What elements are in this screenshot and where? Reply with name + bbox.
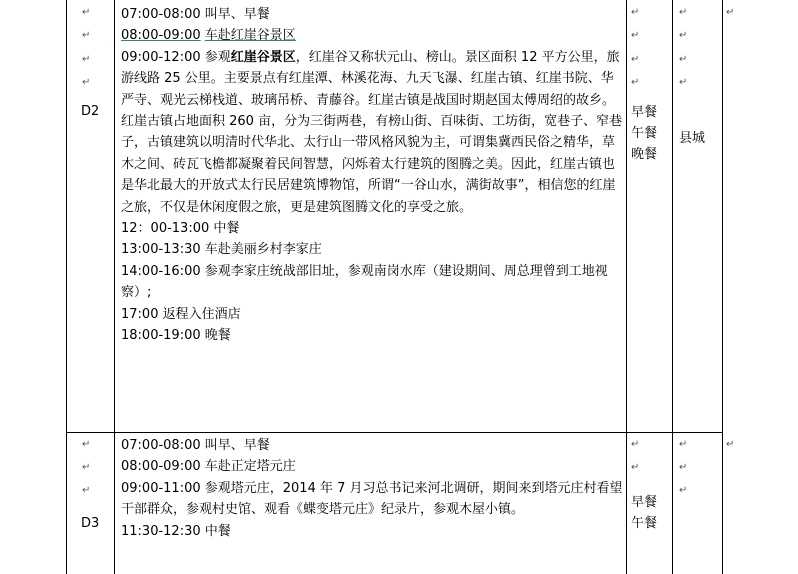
para-mark: ↵ xyxy=(82,30,91,41)
para-mark: ↵ xyxy=(679,485,688,496)
itinerary-line: 09:00-12:00 参观红崖谷景区，红崖谷又称状元山、榜山。景区面积 12 平方公里，旅游线路 25 公里。主要景点有红崖潭、林溪花海、九天飞瀑、红崖古镇、红崖书院、华严寺、观光云梯栈道、玻璃吊桥、青藤谷。红崖古镇是战国时期赵国太傅周绍的故乡。红崖古镇占地面积 260 亩，分为三街两巷，有榜山街、百味街、工坊街，宽巷子、窄巷子，古镇建筑以明清时代华北、太行山一带风格风貌为主，可谓集冀西民俗之精华，草木之间、砖瓦飞檐都凝聚着民间智慧，闪烁着太行建筑的图腾之美。因此，红崖古镇也是华北最大的开放式太行民居建筑博物馆，所谓“一谷山水，满街故事”，相信您的红崖之旅，不仅是休闲度假之旅，更是建筑图腾文化的享受之旅。 xyxy=(121,49,623,215)
para-mark: ↵ xyxy=(82,462,91,473)
itinerary-line: 18:00-19:00 晚餐 xyxy=(121,328,231,344)
day-label: D2 xyxy=(81,104,100,119)
meal-lunch: 午餐 xyxy=(631,126,658,141)
para-mark: ↵ xyxy=(679,54,688,65)
itinerary-d2 xyxy=(121,4,626,347)
itinerary-d3 xyxy=(121,435,626,542)
itinerary-line: 07:00-08:00 叫早、早餐 xyxy=(121,7,270,22)
itinerary-line: 12：00-13:00 中餐 xyxy=(121,221,240,237)
para-mark: ↵ xyxy=(82,77,91,88)
para-mark: ↵ xyxy=(631,439,640,450)
para-mark: ↵ xyxy=(679,7,688,18)
para-mark: ↵ xyxy=(82,54,91,65)
table-border-day xyxy=(114,0,115,574)
para-mark: ↵ xyxy=(631,77,640,88)
itinerary-line: 11:30-12:30 中餐 xyxy=(121,523,231,539)
meal-dinner: 晚餐 xyxy=(631,147,658,162)
itinerary-line: 09:00-11:00 参观塔元庄，2014 年 7 月习总书记来河北调研，期间来到塔元庄村看望干部群众，参观村史馆、观看《蝶变塔元庄》纪录片，参观木屋小镇。 xyxy=(121,480,623,518)
para-mark: ↵ xyxy=(726,7,735,18)
meal-lunch: 午餐 xyxy=(631,516,658,531)
table-border-content xyxy=(626,0,627,574)
para-mark: ↵ xyxy=(82,7,91,18)
para-mark: ↵ xyxy=(631,54,640,65)
meal-breakfast: 早餐 xyxy=(631,105,658,120)
para-mark: ↵ xyxy=(679,439,688,450)
para-mark: ↵ xyxy=(726,439,735,450)
para-mark: ↵ xyxy=(631,462,640,473)
row-separator xyxy=(66,432,723,433)
itinerary-line: 17:00 返程入住酒店 xyxy=(121,306,241,322)
itinerary-line: 14:00-16:00 参观李家庄统战部旧址，参观南岗水库（建设期间、周总理曾到工地视察）; xyxy=(121,263,608,301)
para-mark: ↵ xyxy=(631,30,640,41)
para-mark: ↵ xyxy=(82,485,91,496)
para-mark: ↵ xyxy=(82,439,91,450)
itinerary-line: 13:00-13:30 车赴美丽乡村李家庄 xyxy=(121,242,322,258)
table-border-meal xyxy=(672,0,673,574)
para-mark: ↵ xyxy=(679,30,688,41)
itinerary-line: 07:00-08:00 叫早、早餐 xyxy=(121,438,270,453)
itinerary-line: 08:00-09:00 车赴红崖谷景区 xyxy=(121,28,296,44)
city-label: 县城 xyxy=(679,131,706,146)
para-mark: ↵ xyxy=(679,77,688,88)
table-border-city xyxy=(722,0,723,574)
table-border-left xyxy=(66,0,67,574)
para-mark: ↵ xyxy=(679,462,688,473)
itinerary-line: 08:00-09:00 车赴正定塔元庄 xyxy=(121,459,296,475)
day-label: D3 xyxy=(81,516,100,531)
meal-breakfast: 早餐 xyxy=(631,495,658,510)
para-mark: ↵ xyxy=(631,7,640,18)
